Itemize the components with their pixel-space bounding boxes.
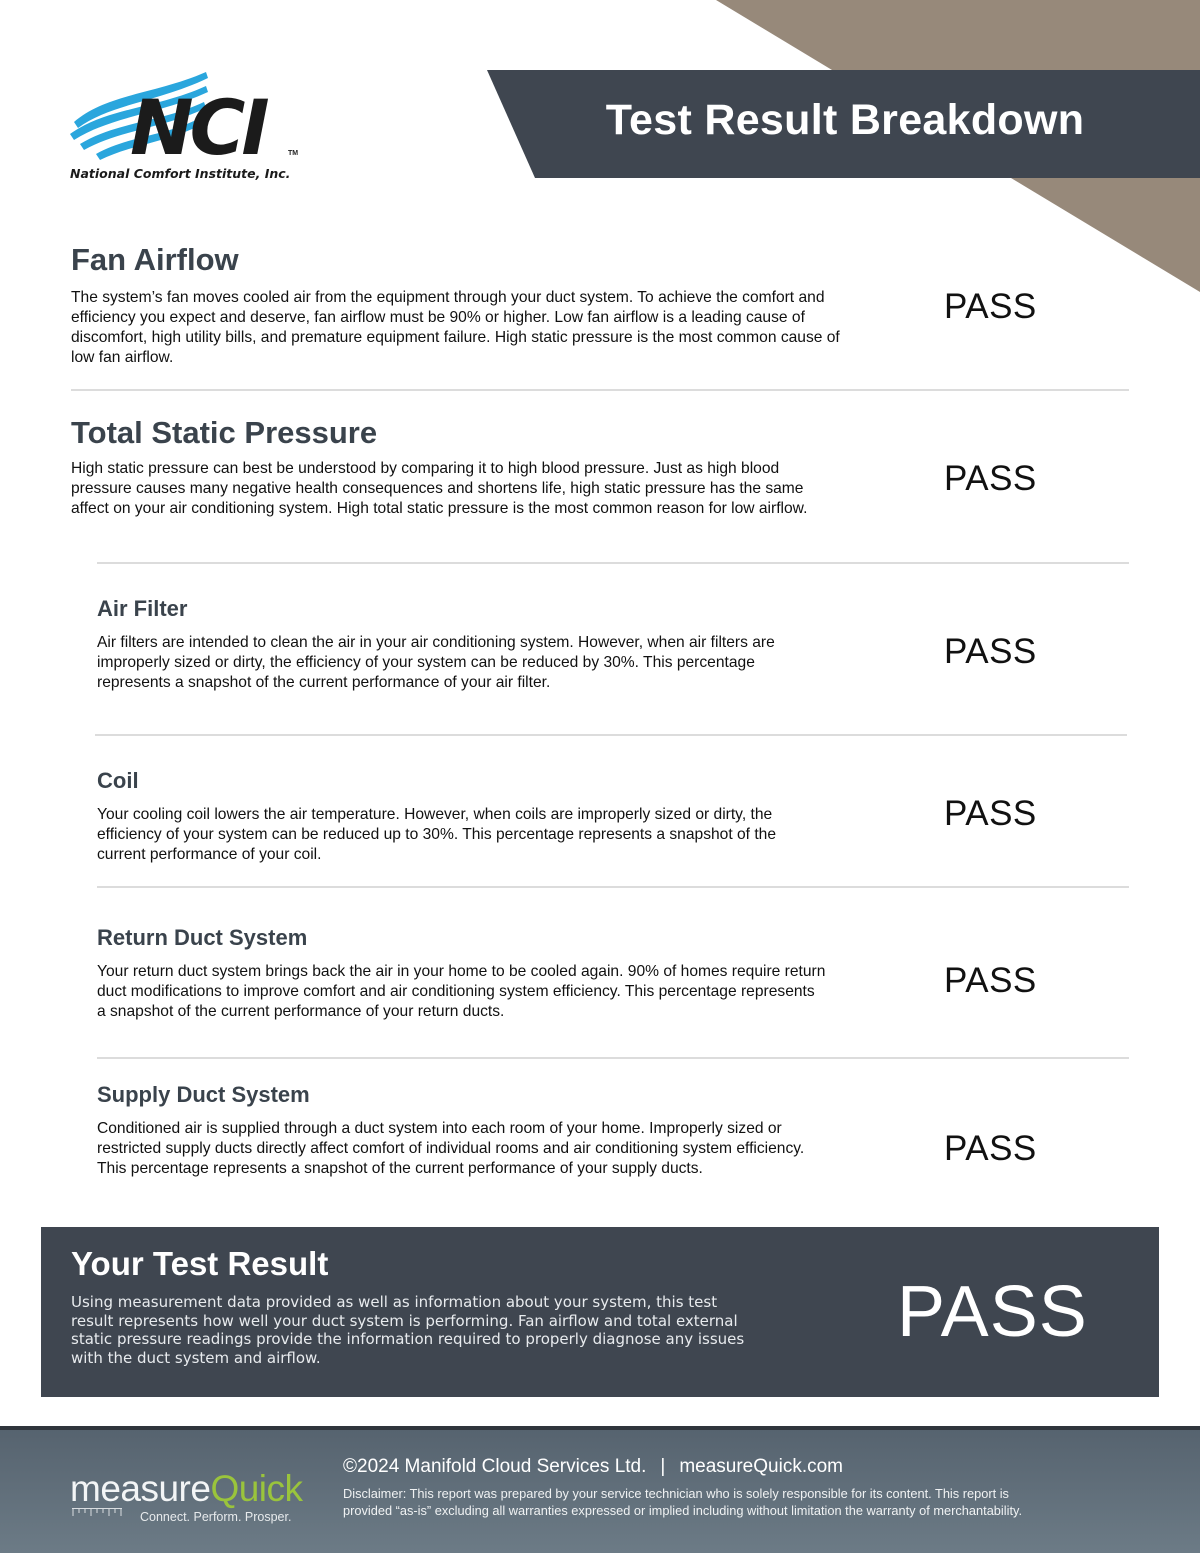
- copyright-text: ©2024 Manifold Cloud Services Ltd.: [343, 1456, 647, 1477]
- brand-measure: measure: [70, 1468, 211, 1509]
- logo-trademark: TM: [288, 150, 299, 157]
- section-title: Fan Airflow: [71, 242, 239, 277]
- fan-airflow-result: PASS: [944, 287, 1037, 326]
- section-title: Total Static Pressure: [71, 415, 378, 450]
- coil-result: PASS: [944, 794, 1037, 833]
- return-duct-system-result: PASS: [944, 961, 1037, 1000]
- measurequick-tagline: Connect. Perform. Prosper.: [140, 1510, 292, 1524]
- logo-tagline: National Comfort Institute, Inc.: [70, 166, 291, 181]
- nci-logo: [66, 64, 366, 184]
- page-title: Test Result Breakdown: [605, 96, 1085, 144]
- footer: [0, 1426, 1200, 1553]
- section-text: Your return duct system brings back the air in your home to be cooled again. 90% of homes require return duct modifications to improve comfort and air conditioning system efficiency. This percentage represents a snapshot of the current performance of your return ducts.: [97, 963, 826, 1020]
- supply-duct-system-result: PASS: [944, 1129, 1037, 1168]
- footer-copyright-line: [343, 1456, 843, 1478]
- website-link[interactable]: measureQuick.com: [679, 1456, 843, 1477]
- section-supply-duct-system: [97, 1082, 817, 1179]
- section-text: High static pressure can best be understood by comparing it to high blood pressure. Just as high blood pressure causes many negative health consequences and shortens life, high static pressure has the same affect on your air conditioning system. High total static pressure is the most common reason for low airflow.: [71, 460, 808, 517]
- overall-result-value: PASS: [897, 1272, 1088, 1352]
- measurequick-wordmark: [70, 1468, 303, 1510]
- section-air-filter: [97, 596, 827, 693]
- section-title: Coil: [97, 768, 139, 793]
- section-text: Conditioned air is supplied through a duct system into each room of your home. Improperly sized or restricted supply ducts directly affect comfort of individual rooms and air conditioning system efficiency. This percentage represents a snapshot of the current performance of your supply ducts.: [97, 1120, 805, 1177]
- section-total-static-pressure: [71, 415, 831, 519]
- section-title: Air Filter: [97, 596, 188, 621]
- divider: [97, 562, 1129, 564]
- section-coil: [97, 768, 827, 865]
- section-title: Supply Duct System: [97, 1082, 310, 1107]
- divider: [95, 734, 1127, 736]
- brand-quick: Quick: [210, 1468, 303, 1509]
- section-return-duct-system: [97, 925, 827, 1022]
- total-static-pressure-result: PASS: [944, 459, 1037, 498]
- measurequick-logo: [70, 1468, 320, 1528]
- footer-separator: |: [660, 1456, 666, 1477]
- footer-disclaimer: Disclaimer: This report was prepared by your service technician who is solely responsible for its content. This report is provided “as-is” excluding all warranties expressed or implied including without limitation the warranty of merchantability.: [343, 1486, 1023, 1518]
- section-text: The system’s fan moves cooled air from the equipment through your duct system. To achieve the comfort and efficiency you expect and deserve, fan airflow must be 90% or higher. Low fan airflow is a leading cause of discomfort, high utility bills, and premature equipment failure. High static pressure is the most common cause of low fan airflow.: [71, 289, 840, 366]
- section-text: Your cooling coil lowers the air temperature. However, when coils are improperly sized or dirty, the efficiency of your system can be reduced up to 30%. This percentage represents a snapshot of the current performance of your coil.: [97, 806, 777, 863]
- section-fan-airflow: [71, 242, 841, 368]
- ruler-icon: [72, 1508, 122, 1516]
- logo-letters: NCI: [130, 83, 266, 164]
- overall-result-text: Using measurement data provided as well as information about your system, this test result represents how well your duct system is performing. Fan airflow and total external static pressure readings provide the information required to properly diagnose any issues with the duct system and airflow.: [71, 1293, 745, 1368]
- nci-logo-graphic: [66, 64, 366, 164]
- divider: [97, 1057, 1129, 1059]
- air-filter-result: PASS: [944, 632, 1037, 671]
- divider: [97, 886, 1129, 888]
- overall-result-title: Your Test Result: [71, 1245, 329, 1282]
- section-title: Return Duct System: [97, 925, 308, 950]
- overall-result-panel: [41, 1227, 1159, 1397]
- section-text: Air filters are intended to clean the air in your air conditioning system. However, when air filters are improperly sized or dirty, the efficiency of your system can be reduced by 30%. This percentage represents a snapshot of the current performance of your air filter.: [97, 634, 775, 691]
- divider: [71, 389, 1129, 391]
